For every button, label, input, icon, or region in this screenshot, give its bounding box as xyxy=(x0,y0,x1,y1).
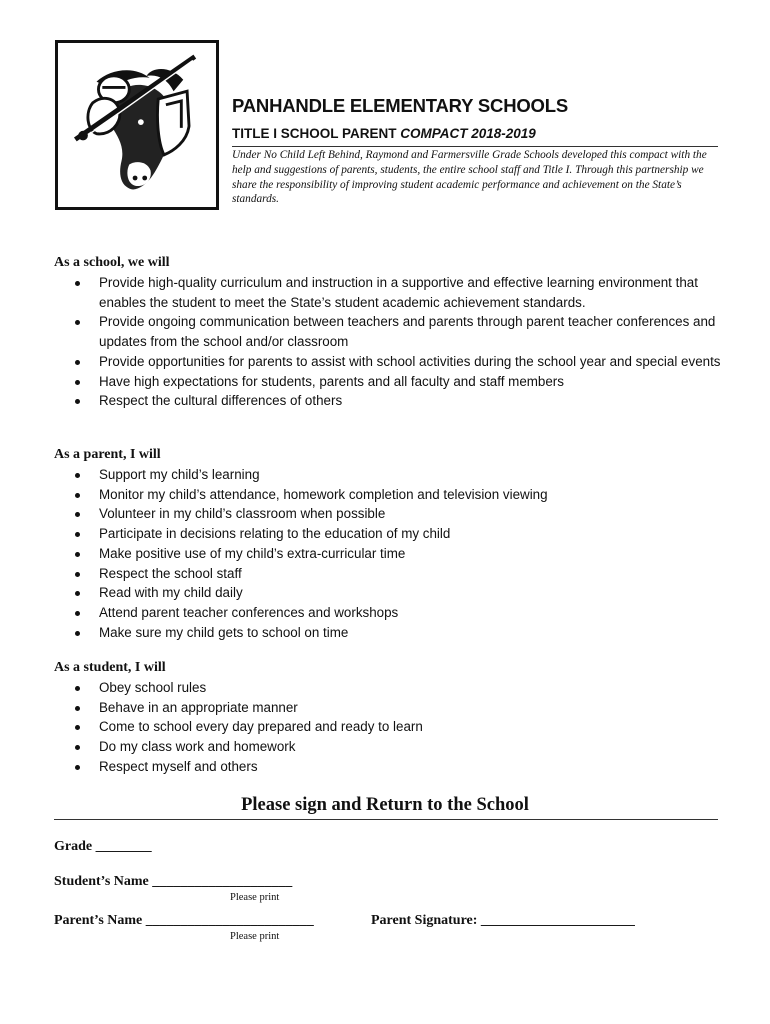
list-item: Make sure my child gets to school on time xyxy=(54,623,724,643)
header-divider xyxy=(232,146,718,147)
parent-signature-field[interactable]: Parent Signature: ______________________ xyxy=(371,913,635,928)
parent-name-hint: Please print xyxy=(230,931,280,942)
parent-list xyxy=(54,465,724,642)
school-section-heading: As a school, we will xyxy=(54,255,170,270)
student-name-field[interactable]: Student’s Name ____________________ xyxy=(54,874,293,889)
list-item: Support my child’s learning xyxy=(54,465,724,485)
list-item: Do my class work and homework xyxy=(54,737,724,757)
student-section-heading: As a student, I will xyxy=(54,660,166,675)
parent-name-field[interactable]: Parent’s Name ________________________ xyxy=(54,913,314,928)
list-item: Come to school every day prepared and ready to learn xyxy=(54,717,724,737)
list-item: Behave in an appropriate manner xyxy=(54,698,724,718)
student-list xyxy=(54,678,724,777)
list-item: Respect the cultural differences of others xyxy=(54,391,724,411)
student-name-hint: Please print xyxy=(230,892,280,903)
list-item: Obey school rules xyxy=(54,678,724,698)
list-item: Make positive use of my child’s extra-curricular time xyxy=(54,544,724,564)
list-item: Participate in decisions relating to the education of my child xyxy=(54,524,724,544)
grade-field[interactable]: Grade ________ xyxy=(54,839,152,854)
subtitle-year: COMPACT 2018-2019 xyxy=(400,126,536,141)
sign-heading: Please sign and Return to the School xyxy=(241,795,529,815)
list-item: Have high expectations for students, parents and all faculty and staff members xyxy=(54,372,724,392)
list-item: Attend parent teacher conferences and workshops xyxy=(54,603,724,623)
list-item: Provide high-quality curriculum and instruction in a supportive and effective learning environment that enables the student to meet the State’s student academic achievement standards. xyxy=(54,273,724,312)
subtitle-prefix: TITLE I SCHOOL PARENT xyxy=(232,126,401,141)
page-title: PANHANDLE ELEMENTARY SCHOOLS xyxy=(232,95,568,116)
parent-section-heading: As a parent, I will xyxy=(54,447,161,462)
school-logo xyxy=(55,40,219,210)
page-subtitle xyxy=(232,126,536,141)
list-item: Read with my child daily xyxy=(54,583,724,603)
knight-on-horse-logo-icon xyxy=(58,43,216,207)
list-item: Respect myself and others xyxy=(54,757,724,777)
school-list xyxy=(54,273,724,411)
list-item: Provide ongoing communication between teachers and parents through parent teacher conferences and updates from the school and/or classroom xyxy=(54,312,724,351)
list-item: Respect the school staff xyxy=(54,564,724,584)
list-item: Volunteer in my child’s classroom when possible xyxy=(54,504,724,524)
list-item: Monitor my child’s attendance, homework completion and television viewing xyxy=(54,485,724,505)
intro-paragraph: Under No Child Left Behind, Raymond and Farmersville Grade Schools developed this compact with the help and suggestions of parents, students, the entire school staff and Title I. Through this partnership we share the responsibility of improving student academic performance and achievement on the State’s standards. xyxy=(232,149,707,206)
sign-divider xyxy=(54,819,718,820)
list-item: Provide opportunities for parents to assist with school activities during the school year and special events xyxy=(54,352,724,372)
